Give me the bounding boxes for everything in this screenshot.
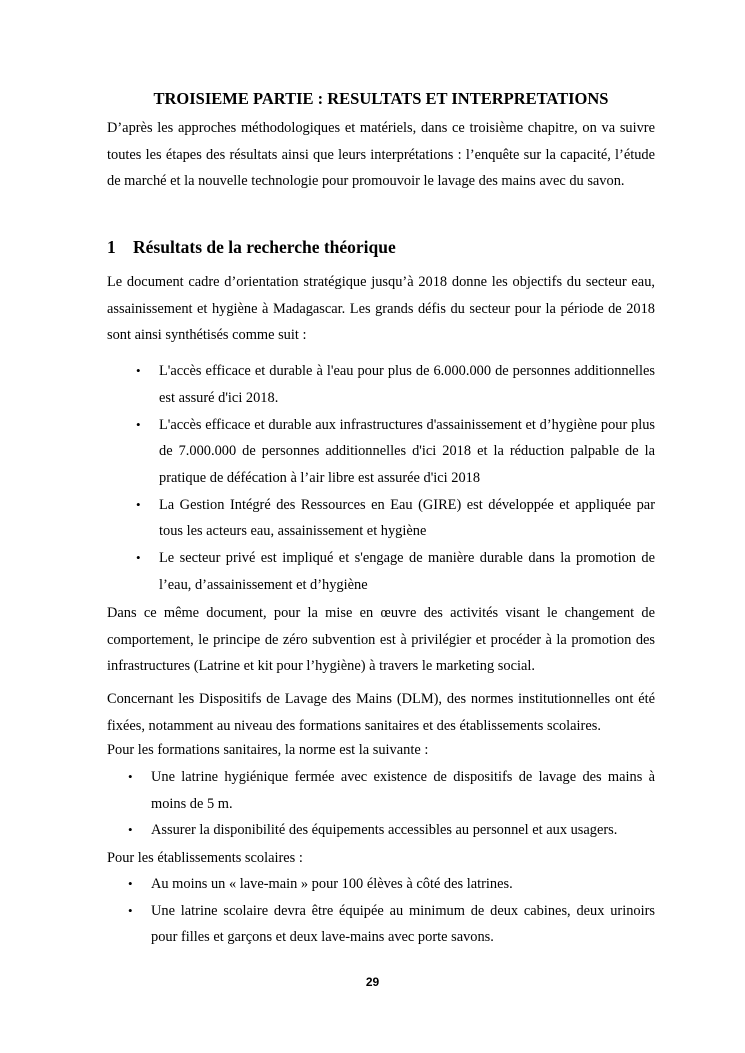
list-item-text: Une latrine hygiénique fermée avec existence de dispositifs de lavage des mains à moins de 5 m. (151, 769, 655, 812)
strategy-paragraph: Le document cadre d’orientation stratégique jusqu’à 2018 donne les objectifs du secteur eau, assainissement et hygiène à Madagascar. Les grands défis du secteur pour la période de 2018 sont ainsi synthétisés comme suit : (107, 274, 655, 343)
list-item-text: Assurer la disponibilité des équipements accessibles au personnel et aux usagers. (151, 822, 618, 838)
bullet-icon: • (128, 876, 133, 891)
list-item-text: L'accès efficace et durable à l'eau pour plus de 6.000.000 de personnes additionnelles est assuré d'ici 2018. (159, 363, 655, 406)
section-number: 1 (107, 237, 116, 257)
intro-paragraph: D’après les approches méthodologiques et matériels, dans ce troisième chapitre, on va suivre toutes les étapes des résultats ainsi que leurs interprétations : l’enquête sur la capacité, l’étude de marché et la nouvelle technologie pour promouvoir le lavage des mains avec du savon. (107, 120, 655, 189)
page-number: 29 (365, 975, 380, 989)
bullet-icon: • (136, 363, 141, 378)
challenges-list (136, 358, 655, 599)
part-title: TROISIEME PARTIE : RESULTATS ET INTERPRETATIONS (153, 89, 609, 108)
health-norms-list (128, 764, 655, 844)
bullet-icon: • (128, 902, 133, 918)
list-item-text: La Gestion Intégré des Ressources en Eau (GIRE) est développée et appliquée par tous les acteurs eau, assainissement et hygiène (159, 496, 655, 539)
health-norms-intro: Pour les formations sanitaires, la norme est la suivante : (107, 742, 429, 758)
behavior-change-paragraph: Dans ce même document, pour la mise en œuvre des activités visant le changement de comportement, le principe de zéro subvention est à privilégier et procéder à la promotion des infrastructures (Latrine et kit pour l’hygiène) à travers le marketing social. (107, 605, 655, 674)
school-norms-intro: Pour les établissements scolaires : (107, 850, 303, 866)
list-item-text: Au moins un « lave-main » pour 100 élèves à côté des latrines. (151, 876, 513, 892)
list-item (128, 898, 655, 951)
section-heading (107, 234, 655, 260)
list-item-text: L'accès efficace et durable aux infrastructures d'assainissement et d’hygiène pour plus de 7.000.000 de personnes additionnelles d'ici 2018 et la réduction palpable de la pratique de défécation à l’air libre est assurée d'ici 2018 (159, 416, 655, 486)
school-norms-list (128, 871, 655, 951)
bullet-icon: • (136, 550, 141, 565)
list-item (136, 492, 655, 545)
list-item (128, 871, 655, 898)
list-item (136, 358, 655, 411)
dlm-paragraph: Concernant les Dispositifs de Lavage des Mains (DLM), des normes institutionnelles ont été fixées, notamment au niveau des formations sanitaires et des établissements scolaires. (107, 691, 655, 734)
bullet-icon: • (136, 496, 141, 512)
list-item-text: Une latrine scolaire devra être équipée au minimum de deux cabines, deux urinoirs pour filles et garçons et deux lave-mains avec porte savons. (151, 902, 655, 945)
list-item (136, 412, 655, 492)
section-title: Résultats de la recherche théorique (133, 237, 396, 257)
bullet-icon: • (136, 416, 141, 432)
list-item (128, 817, 655, 844)
list-item (136, 545, 655, 598)
bullet-icon: • (128, 769, 133, 784)
list-item-text: Le secteur privé est impliqué et s'engage de manière durable dans la promotion de l’eau, d’assainissement et d’hygiène (159, 550, 655, 593)
list-item (128, 764, 655, 817)
bullet-icon: • (128, 822, 133, 837)
